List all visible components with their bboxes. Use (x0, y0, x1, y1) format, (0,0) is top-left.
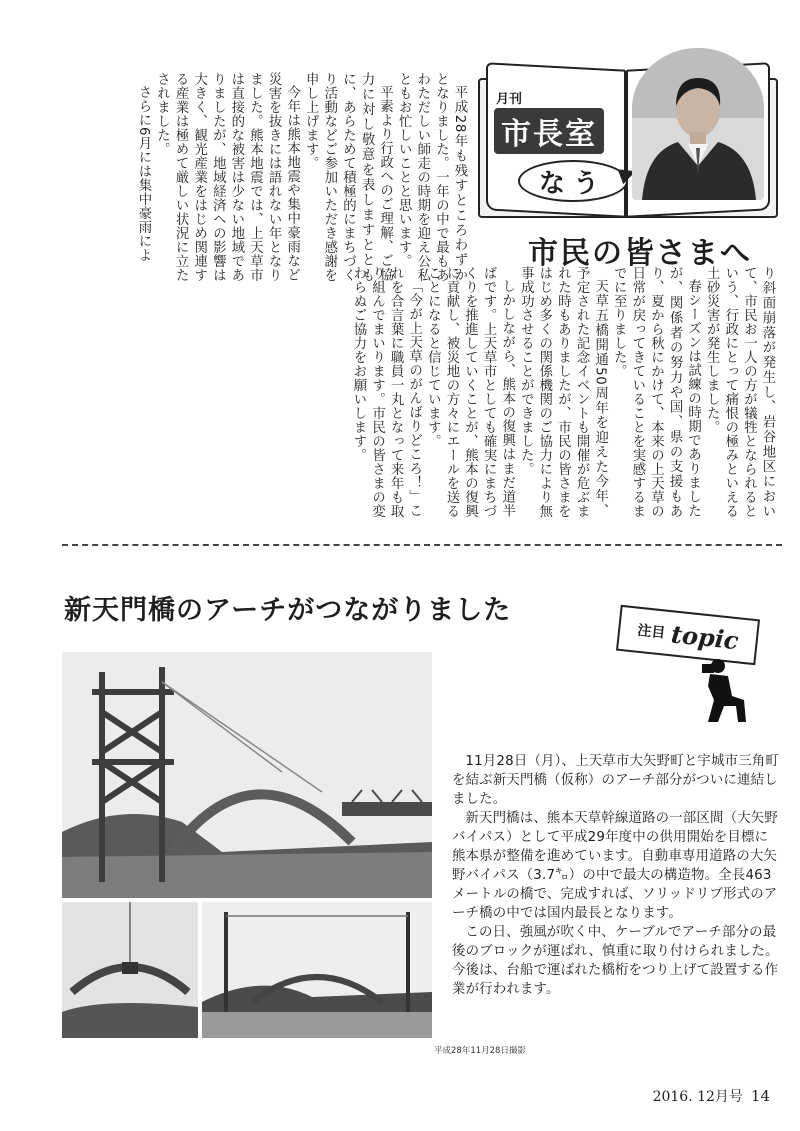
column-header (478, 48, 780, 216)
paragraph: 今年は熊本地震や集中豪雨など災害を抜きには語れない年となりました。熊本地震では、上天草市は直接的な被害は少ない地域でありましたが、地域経済への影響は大きく、観光産業をはじめ関連する産業は極めて厳しい状況に立たされました。 (154, 72, 300, 282)
header-title: 市長室 (494, 108, 604, 154)
bridge-arch-photo (62, 652, 432, 898)
page-number: 14 (750, 1087, 770, 1105)
bridge-closeup-photo (62, 902, 198, 1038)
paragraph: 春シーズンは試練の時期でありましたが、関係者の努力や国、県の支援もあり、夏から秋にかけて、本来の上天草の日常が戻ってきていることを実感するまでに至りました。 (611, 266, 701, 518)
paragraph: り斜面崩落が発生し、岩谷地区において、市民お一人の方が犠牲となられるという、行政にとって痛恨の極みといえる土砂災害が発生しました。 (704, 266, 775, 518)
paragraph: しかしながら、熊本の復興はまだ道半ばです。上天草市としても確実にまちづくりを推進していくことが、熊本の復興に貢献し、被災地の方々にエールを送ることになると信じています。 (425, 266, 515, 518)
issue-label: 2016. 12月号 (652, 1089, 743, 1105)
message-headline: 市民の皆さまへ (528, 236, 752, 271)
message-column-left (48, 72, 468, 282)
speech-bubble: なう (518, 160, 628, 202)
topic-article (452, 752, 780, 999)
paragraph: 平素より行政へのご理解、ご協力に対し敬意を表しますとともに、あらためて積極的にまちづくり活動などご参加いただき感謝を申し上げます。 (303, 72, 393, 282)
message-column-right (350, 266, 776, 518)
section-divider (62, 544, 782, 546)
page-footer (653, 1086, 770, 1106)
bridge-distant-photo (202, 902, 432, 1038)
paragraph: この日、強風が吹く中、ケーブルでアーチ部分の最後のブロックが運ばれ、慎重に取り付けられました。今後は、台船で運ばれた橋桁をつり上げて設置する作業が行われます。 (452, 925, 779, 997)
paragraph: 「今が上天草のがんばりどころ！」これを合言葉に職員一丸となって来年も取り組んでまいります。市民の皆さまの変わらぬご協力をお願いします。 (350, 266, 422, 518)
paragraph: 11月28日（月）、上天草市大矢野町と宇城市三角町を結ぶ新天門橋（仮称）のアーチ部分がついに連結しました。 (452, 754, 779, 807)
header-label: 月刊 (496, 92, 523, 107)
paragraph: 天草五橋開通50周年を迎えた今年、予定された記念イベントも開催が危ぶまれた時もありましたが、市民の皆さまをはじめ多くの関係機関のご協力により無事成功させることができました。 (518, 266, 608, 518)
photographer-icon (688, 656, 752, 724)
photo-caption: 平成28年11月28日撮影 (434, 1046, 526, 1056)
topic-badge-text: topic (669, 618, 741, 655)
paragraph: 平成28年も残すところわずかとなりました。一年の中で最もあわただしい師走の時期を迎え公私ともお忙しいことと思います。 (396, 72, 467, 282)
paragraph: さらに6月には集中豪雨によ (135, 85, 151, 263)
mayor-portrait-photo (632, 48, 764, 200)
paragraph: 新天門橋は、熊本天草幹線道路の一部区間（大矢野バイパス）として平成29年度中の供用開始を目標に熊本県が整備を進めています。自動車専用道路の大矢野バイパス（3.7㌔）の中で最大の構造物。全長463メートルの橋で、完成すれば、ソリッドリブ形式のアーチ橋の中では国内最長となります。 (452, 811, 778, 921)
topic-headline: 新天門橋のアーチがつながりました (64, 595, 512, 626)
topic-badge-label: 注目 (636, 622, 667, 642)
